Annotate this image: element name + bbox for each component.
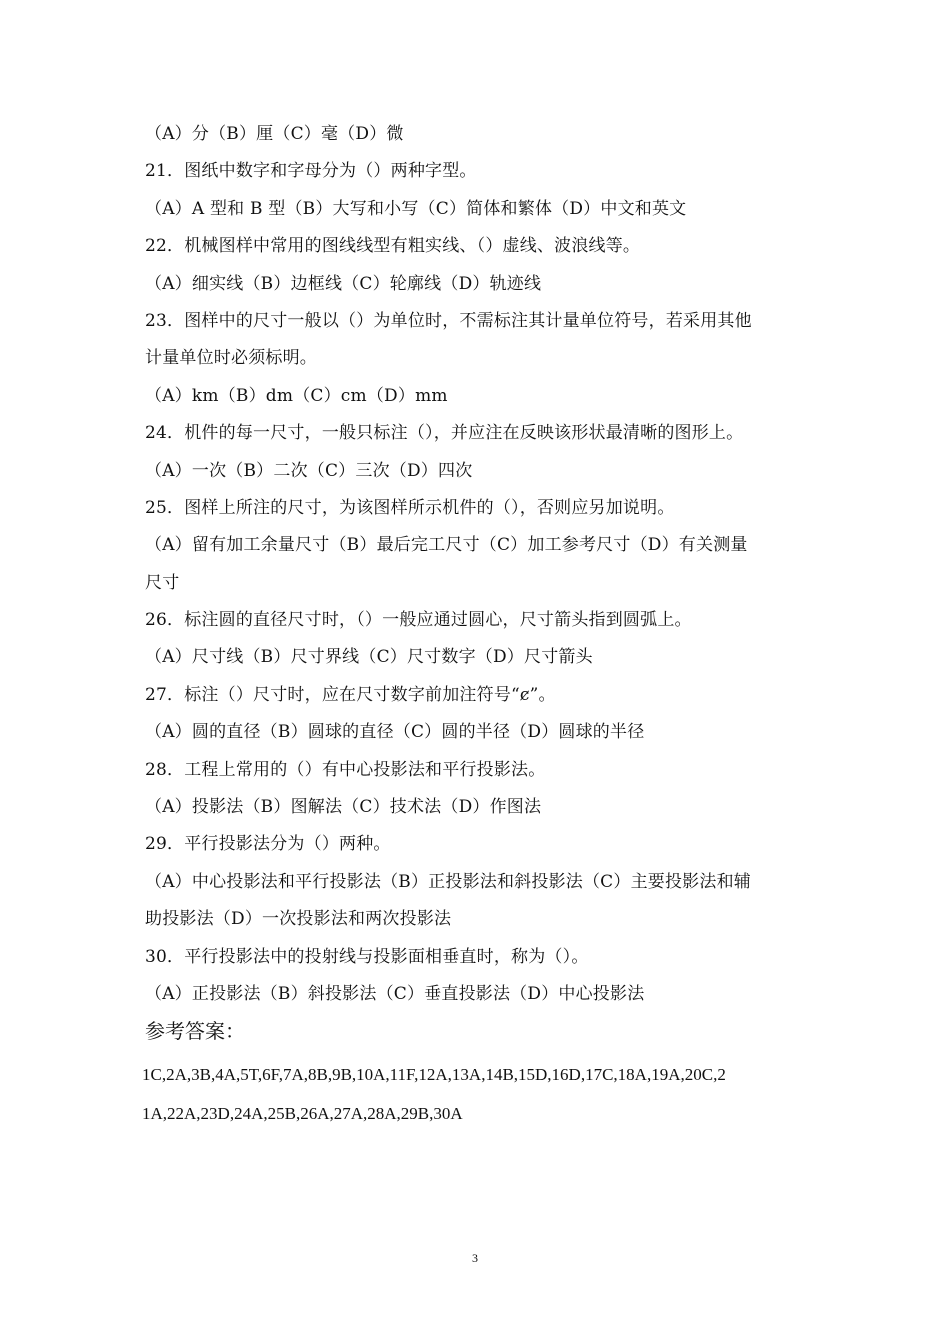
answer-key-line: 1C,2A,3B,4A,5T,6F,7A,8B,9B,10A,11F,12A,13A,14B,15D,16D,17C,18A,19A,20C,2 (142, 1065, 726, 1085)
answer-key-line: 1A,22A,23D,24A,25B,26A,27A,28A,29B,30A (142, 1104, 463, 1124)
question-25: 25．图样上所注的尺寸，为该图样所示机件的（），否则应另加说明。 (145, 497, 675, 518)
options-23: （A）km（B）dm（C）cm（D）mm (145, 385, 448, 406)
text-line: （A）分（B）厘（C）毫（D）微 (145, 124, 404, 144)
options-30: （A）正投影法（B）斜投影法（C）垂直投影法（D）中心投影法 (145, 983, 645, 1004)
question-22: 22．机械图样中常用的图线线型有粗实线、（）虚线、波浪线等。 (145, 236, 641, 257)
options-26: （A）尺寸线（B）尺寸界线（C）尺寸数字（D）尺寸箭头 (145, 647, 593, 668)
options-29-cont: 助投影法（D）一次投影法和两次投影法 (145, 909, 452, 930)
question-26: 26．标注圆的直径尺寸时，（）一般应通过圆心，尺寸箭头指到圆弧上。 (145, 610, 692, 631)
options-22: （A）细实线（B）边框线（C）轮廓线（D）轨迹线 (145, 273, 542, 294)
page-content (142, 116, 815, 1133)
question-21: 21．图纸中数字和字母分为（）两种字型。 (145, 161, 477, 182)
question-29: 29．平行投影法分为（）两种。 (145, 834, 391, 855)
options-29: （A）中心投影法和平行投影法（B）正投影法和斜投影法（C）主要投影法和辅 (145, 871, 751, 892)
answer-key-heading: 参考答案： (145, 1019, 245, 1044)
question-23-cont: 计量单位时必须标明。 (145, 348, 317, 369)
options-21: （A）A 型和 B 型（B）大写和小写（C）简体和繁体（D）中文和英文 (145, 198, 687, 219)
options-25: （A）留有加工余量尺寸（B）最后完工尺寸（C）加工参考尺寸（D）有关测量 (145, 535, 748, 556)
options-28: （A）投影法（B）图解法（C）技术法（D）作图法 (145, 797, 542, 818)
page-number: 3 (472, 1251, 478, 1265)
options-27: （A）圆的直径（B）圆球的直径（C）圆的半径（D）圆球的半径 (145, 722, 645, 743)
question-30: 30．平行投影法中的投射线与投影面相垂直时，称为（）。 (145, 946, 589, 967)
question-27: 27．标注（）尺寸时，应在尺寸数字前加注符号“ȼ”。 (145, 684, 556, 705)
options-25-cont: 尺寸 (145, 572, 180, 593)
question-23: 23．图样中的尺寸一般以（）为单位时，不需标注其计量单位符号，若采用其他 (145, 310, 752, 331)
options-24: （A）一次（B）二次（C）三次（D）四次 (145, 460, 473, 481)
question-24: 24．机件的每一尺寸，一般只标注（），并应注在反映该形状最清晰的图形上。 (145, 423, 744, 444)
question-28: 28．工程上常用的（）有中心投影法和平行投影法。 (145, 759, 546, 780)
